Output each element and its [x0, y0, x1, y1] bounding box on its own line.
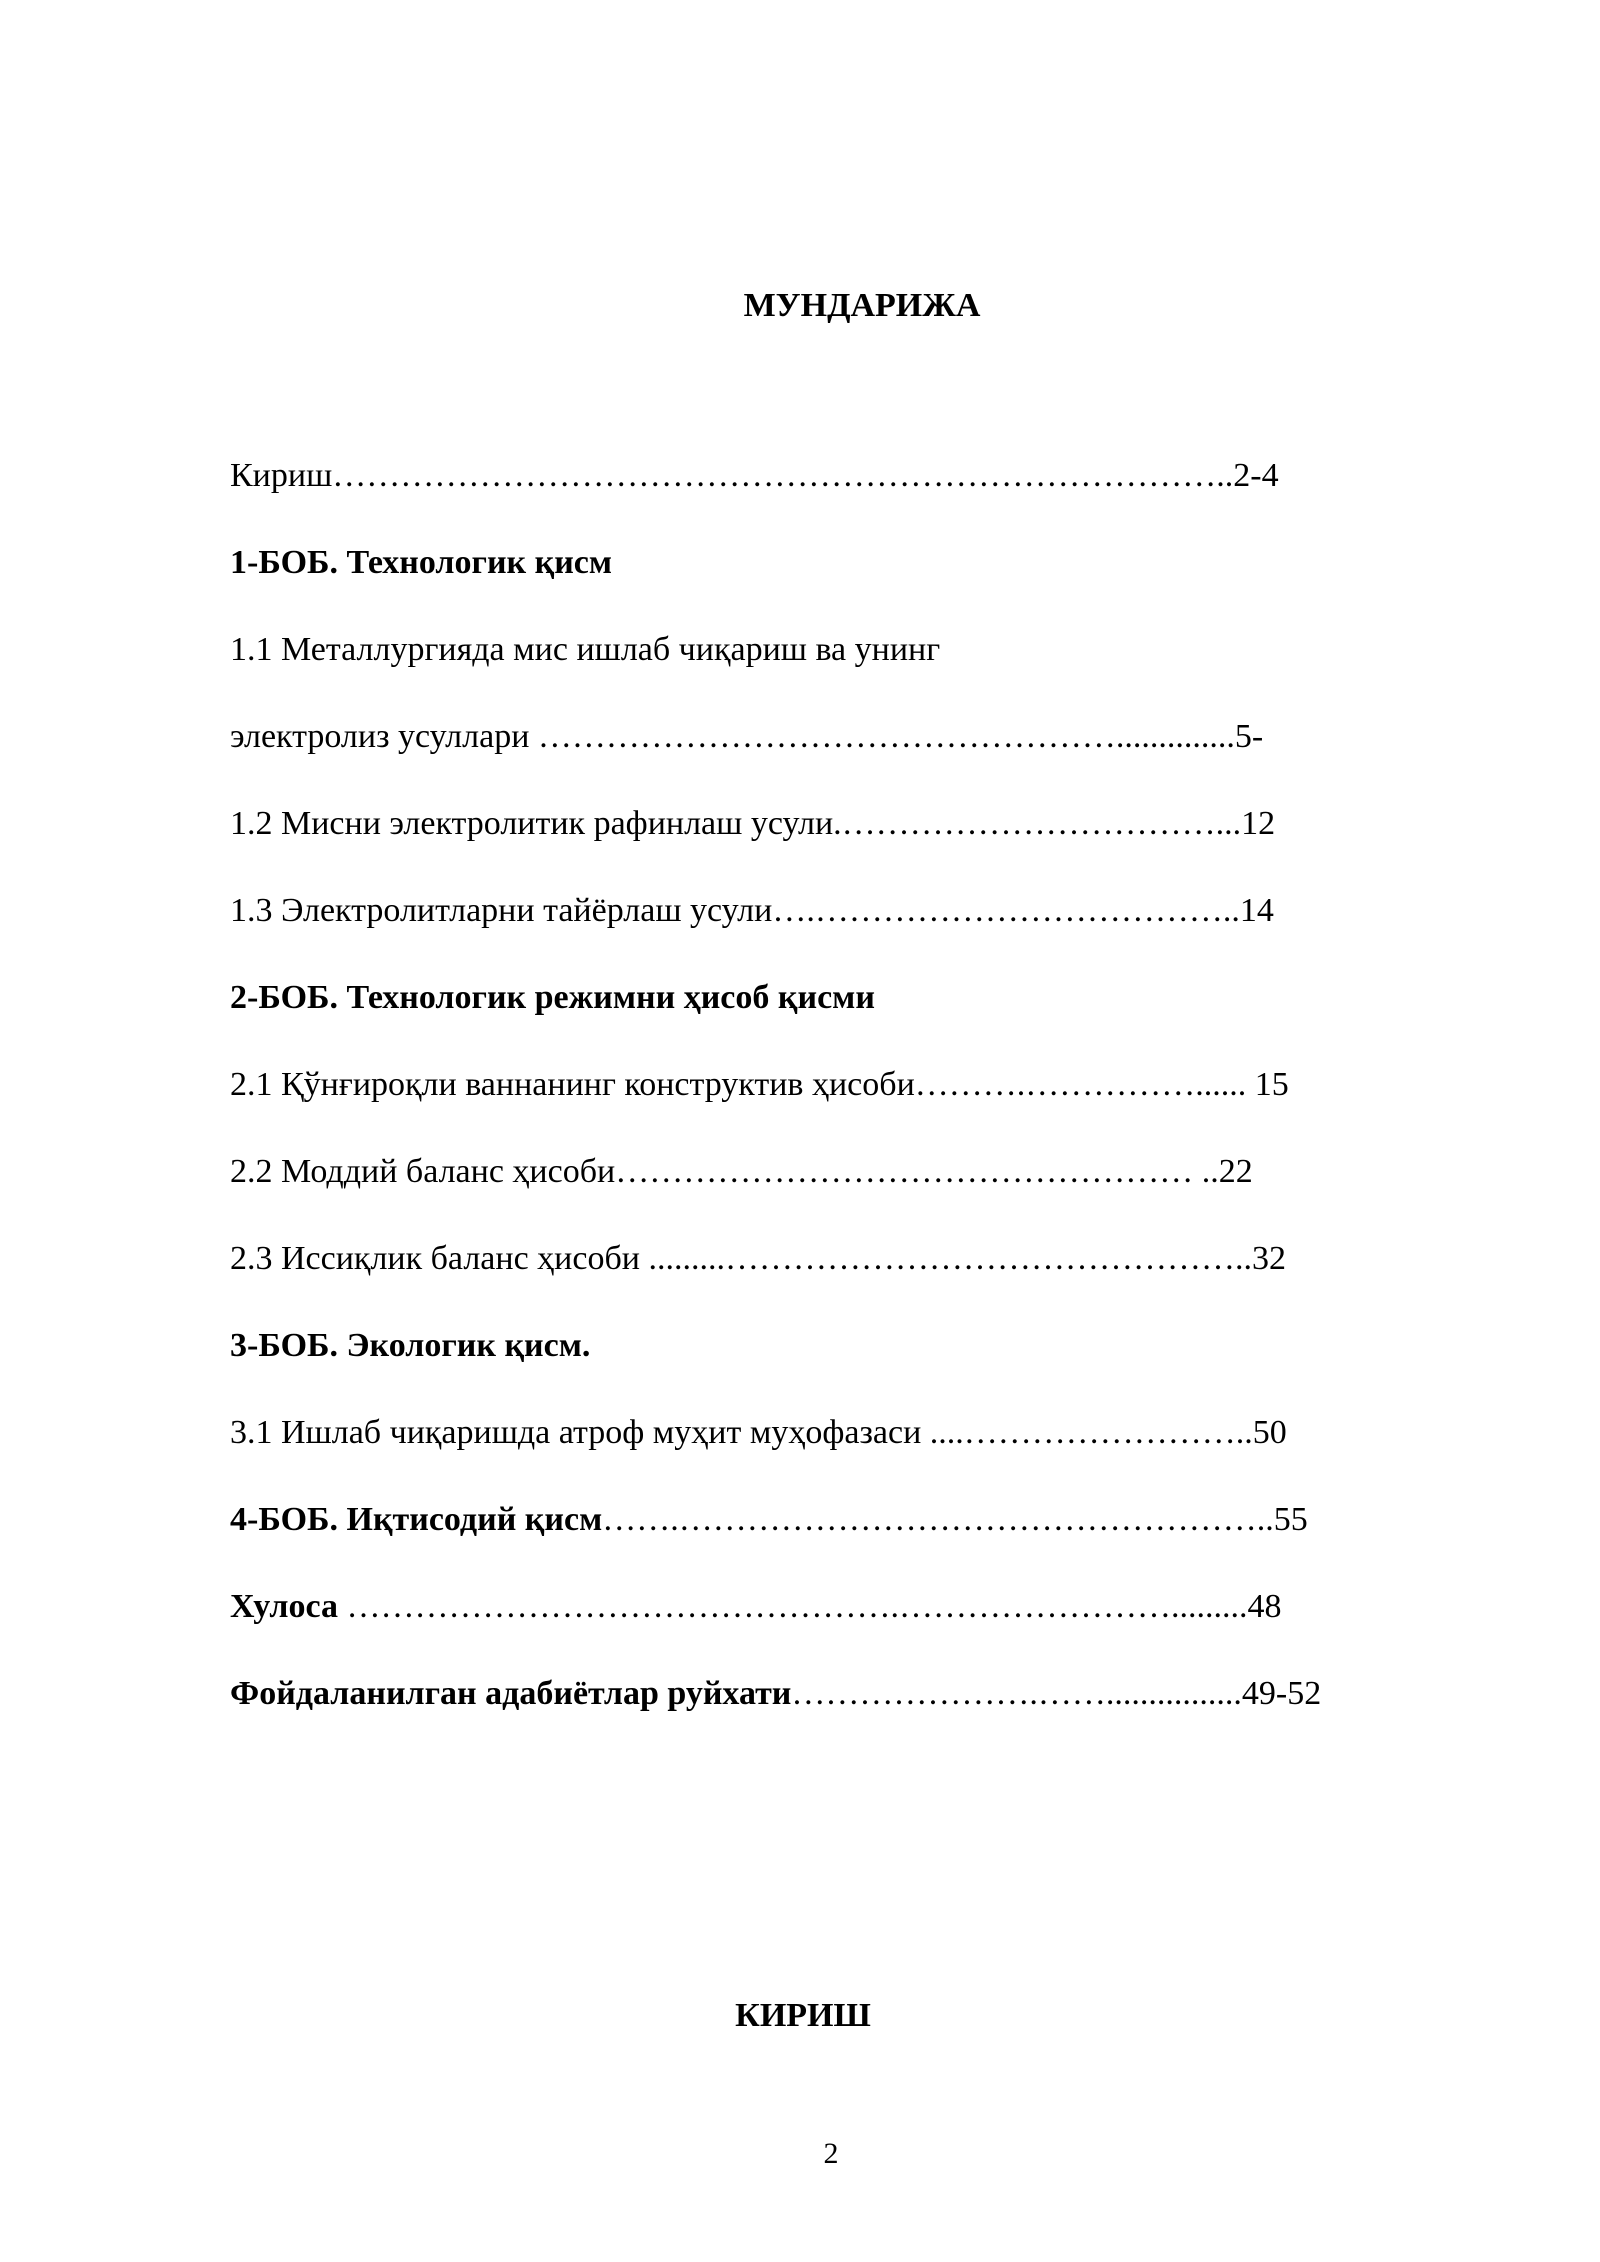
toc-chapter-1: 1-БОБ. Технологик қисм — [230, 544, 613, 581]
toc-conclusion-leader: ………………………………………….…………………….........48 — [338, 1588, 1282, 1625]
toc-chapter-4-title: 4-БОБ. Иқтисодий қисм — [230, 1501, 603, 1538]
toc-entry-1-2: 1.2 Мисни электролитик рафинлаш усули.……………………………...12 — [230, 805, 1276, 842]
toc-entry-2-1: 2.1 Қўнғироқли ваннанинг конструктив ҳисоби……….……………...... 15 — [230, 1066, 1289, 1103]
toc-chapter-2: 2-БОБ. Технологик режимни ҳисоб қисми — [230, 979, 875, 1016]
section-heading-introduction: КИРИШ — [735, 1997, 871, 2034]
toc-references-leader: ………………….……................49-52 — [791, 1675, 1322, 1712]
toc-entry-1-1-line-2: электролиз усуллари ……………………………………………..............5- — [230, 718, 1264, 755]
toc-entry-introduction: Кириш……………………………………………………………………..2-4 — [230, 457, 1279, 494]
toc-entry-1-3: 1.3 Электролитларни тайёрлаш усули….………………………………..14 — [230, 892, 1274, 929]
toc-entry-2-2: 2.2 Моддий баланс ҳисоби…………………………………………… ..22 — [230, 1153, 1253, 1190]
toc-entry-conclusion — [230, 1587, 1282, 1627]
toc-chapter-4-leader: …….……………………………………………..55 — [602, 1501, 1308, 1538]
toc-entry-2-3: 2.3 Иссиқлик баланс ҳисоби .........………………………………………..32 — [230, 1240, 1286, 1277]
toc-chapter-4 — [230, 1500, 1308, 1540]
toc-chapter-3: 3-БОБ. Экологик қисм. — [230, 1327, 591, 1364]
toc-title: МУНДАРИЖА — [743, 287, 981, 324]
toc-entry-1-1-line-1: 1.1 Металлургияда мис ишлаб чиқариш ва унинг — [230, 631, 941, 668]
toc-entry-references — [230, 1674, 1321, 1714]
toc-conclusion-title: Хулоса — [230, 1588, 338, 1625]
toc-entry-3-1: 3.1 Ишлаб чиқаришда атроф муҳит муҳофазаси ....……………………..50 — [230, 1414, 1287, 1451]
toc-references-title: Фойдаланилган адабиётлар руйхати — [230, 1675, 792, 1712]
page-number: 2 — [823, 2137, 839, 2170]
